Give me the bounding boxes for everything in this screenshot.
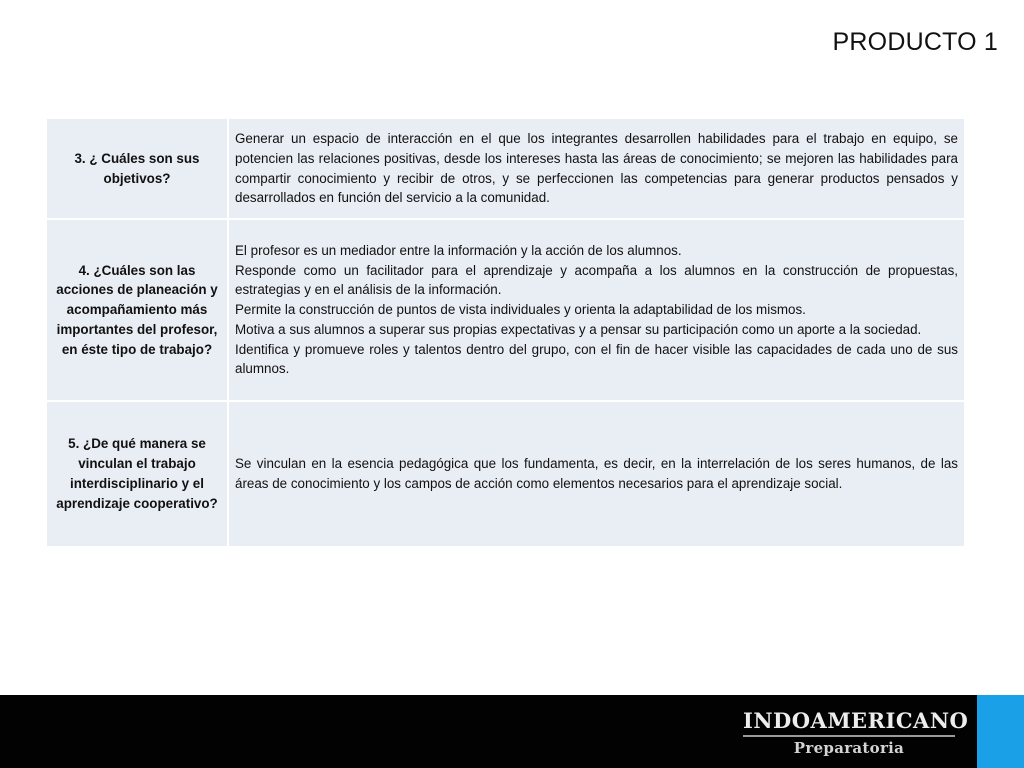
slide-title: PRODUCTO 1 — [832, 28, 998, 56]
logo-subtitle: Preparatoria — [793, 739, 905, 757]
table-row — [46, 118, 965, 219]
answer-line: El profesor es un mediador entre la información y la acción de los alumnos. — [235, 242, 682, 258]
answer-line: Responde como un facilitador para el aprendizaje y acompaña a los alumnos en la construcción de propuestas, estrategias y en el análisis de la información. — [235, 262, 958, 298]
answer-line: Motiva a sus alumnos a superar sus propias expectativas y a pensar su participación como un aporte a la sociedad. — [235, 321, 922, 337]
answer-cell — [228, 118, 965, 219]
answer-line: Permite la construcción de puntos de vista individuales y orienta la adaptabilidad de los mismos. — [235, 302, 806, 318]
answer-line: Identifica y promueve roles y talentos dentro del grupo, con el fin de hacer visible las capacidades de cada uno de sus alumnos. — [235, 341, 958, 377]
question-cell: 4. ¿Cuáles son las acciones de planeación y acompañamiento más importantes del profesor, en éste tipo de trabajo? — [46, 219, 228, 401]
answer-line: Se vinculan en la esencia pedagógica que los fundamenta, es decir, en la interrelación de los seres humanos, de las áreas de conocimiento y los campos de acción como elementos necesarios para el aprendizaje social. — [235, 456, 958, 491]
logo-wordmark: INDOAMERICANO — [743, 709, 955, 737]
question-cell: 3. ¿ Cuáles son sus objetivos? — [46, 118, 228, 219]
table-row — [46, 401, 965, 547]
qa-table — [45, 117, 966, 548]
table-row — [46, 219, 965, 401]
answer-line: Generar un espacio de interacción en el que los integrantes desarrollen habilidades para el trabajo en equipo, se potencien las relaciones positivas, desde los intereses hasta las áreas de conocimiento; se mejoren las habilidades para compartir conocimiento y recibir de otros, y se perfeccionen las competencias para generar productos pensados y desarrollados en función del servicio a la comunidad. — [235, 130, 958, 206]
answer-cell — [228, 219, 965, 401]
question-cell: 5. ¿De qué manera se vinculan el trabajo interdisciplinario y el aprendizaje cooperativo? — [46, 401, 228, 547]
answer-cell — [228, 401, 965, 547]
indoamericano-logo — [743, 708, 969, 759]
footer-accent-block — [977, 695, 1024, 768]
footer-bar — [0, 695, 1024, 768]
